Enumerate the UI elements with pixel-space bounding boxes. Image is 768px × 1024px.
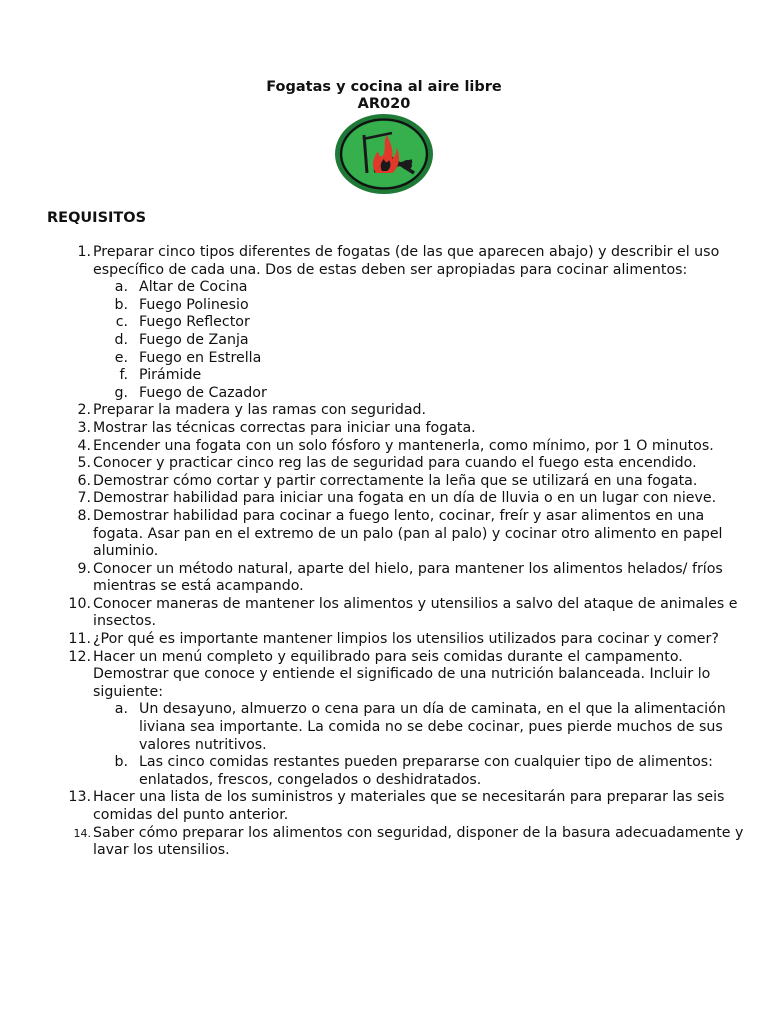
subitem-text: Fuego Polinesio (139, 296, 249, 313)
subitem-letter: f. (119, 367, 128, 384)
requirement-item (0, 596, 768, 614)
requirement-continuation (0, 807, 768, 825)
subitem-text: Altar de Cocina (139, 279, 248, 296)
requirement-number: 7. (77, 490, 91, 507)
subitem-letter: d. (114, 331, 128, 348)
requirement-text: lavar los utensilios. (93, 842, 230, 859)
subitem-letter: g. (114, 384, 128, 401)
requirement-item (0, 490, 768, 508)
subitem-text: Fuego Reflector (139, 314, 250, 331)
subitem-text: valores nutritivos. (139, 736, 267, 753)
requirement-text: mientras se está acampando. (93, 578, 304, 595)
subitem (0, 297, 768, 315)
requirement-number: 3. (77, 419, 91, 436)
subitem-text: liviana sea importante. La comida no se debe cocinar, pues pierde muchos de sus (139, 719, 723, 736)
requirement-text: ¿Por qué es importante mantener limpios los utensilios utilizados para cocinar y comer? (93, 631, 719, 648)
requirement-number: 5. (77, 455, 91, 472)
requirement-text: Hacer una lista de los suministros y materiales que se necesitarán para preparar las seis (93, 789, 725, 806)
requirement-text: Conocer un método natural, aparte del hielo, para mantener los alimentos helados/ fríos (93, 560, 723, 577)
requirement-item (0, 789, 768, 807)
requirements-list (0, 244, 768, 860)
requirement-item (0, 473, 768, 491)
subitem-text: Fuego de Zanja (139, 331, 249, 348)
requirement-item (0, 561, 768, 579)
requirement-number: 12. (68, 648, 91, 665)
document-code: AR020 (357, 96, 411, 112)
subitem (0, 279, 768, 297)
requirement-continuation (0, 613, 768, 631)
requirement-item (0, 825, 768, 843)
requirement-number: 9. (77, 560, 91, 577)
subitem-text: Pirámide (139, 367, 202, 384)
requirement-text: Mostrar las técnicas correctas para iniciar una fogata. (93, 419, 476, 436)
requirement-text: Preparar la madera y las ramas con seguridad. (93, 402, 427, 419)
requirement-text: Saber cómo preparar los alimentos con seguridad, disponer de la basura adecuadamente y (93, 824, 744, 841)
subitem-text: Un desayuno, almuerzo o cena para un día de caminata, en el que la alimentación (139, 701, 726, 718)
requirement-continuation (0, 543, 768, 561)
requirement-text: Demostrar que conoce y entiende el significado de una nutrición balanceada. Incluir lo (93, 666, 711, 683)
requirement-continuation (0, 684, 768, 702)
subitem (0, 314, 768, 332)
requirement-text: comidas del punto anterior. (93, 807, 289, 823)
subitem-text: Las cinco comidas restantes pueden prepararse con cualquier tipo de alimentos: (139, 754, 713, 771)
subitem-continuation (0, 737, 768, 755)
requirement-number: 10. (68, 595, 91, 612)
campfire-icon (335, 114, 433, 194)
requirement-text: Preparar cinco tipos diferentes de fogatas (de las que aparecen abajo) y describir el uso (93, 244, 720, 260)
requirement-number: 1. (77, 244, 91, 260)
requirement-text: Encender una fogata con un solo fósforo y mantenerla, como mínimo, por 1 O minutos. (93, 437, 714, 454)
requirement-text: siguiente: (93, 683, 164, 700)
requirement-continuation (0, 262, 768, 280)
requirement-text: Conocer y practicar cinco reg las de seguridad para cuando el fuego esta encendido. (93, 455, 697, 472)
requirement-number: 11. (68, 631, 91, 648)
requirement-item (0, 649, 768, 667)
requirement-item (0, 508, 768, 526)
requirement-number: 14. (73, 826, 91, 840)
requirement-number: 8. (77, 507, 91, 524)
requirement-item (0, 402, 768, 420)
subitem (0, 367, 768, 385)
requirement-text: Demostrar habilidad para iniciar una fogata en un día de lluvia o en un lugar con nieve. (93, 490, 717, 507)
subitem (0, 385, 768, 403)
requirement-number: 4. (77, 437, 91, 454)
document-title: Fogatas y cocina al aire libre (266, 79, 502, 95)
requirement-item (0, 438, 768, 456)
subitem (0, 754, 768, 772)
requirement-text: aluminio. (93, 543, 159, 560)
requirement-number: 6. (77, 472, 91, 489)
subitem (0, 350, 768, 368)
subitem-continuation (0, 772, 768, 790)
requirement-item (0, 631, 768, 649)
requirement-text: insectos. (93, 613, 156, 630)
requirement-continuation (0, 526, 768, 544)
requirement-text: Demostrar cómo cortar y partir correctamente la leña que se utilizará en una fogata. (93, 472, 698, 489)
requirement-continuation (0, 842, 768, 860)
requirement-item (0, 244, 768, 262)
requirement-text: Demostrar habilidad para cocinar a fuego lento, cocinar, freír y asar alimentos en una (93, 507, 705, 524)
requirement-item (0, 420, 768, 438)
requirement-continuation (0, 578, 768, 596)
requirement-number: 2. (77, 402, 91, 419)
campfire-badge (334, 113, 434, 195)
subitem-letter: b. (114, 296, 128, 313)
subitem-text: Fuego en Estrella (139, 349, 262, 366)
subitem-letter: a. (114, 701, 128, 718)
section-heading: REQUISITOS (47, 210, 147, 226)
subitem-letter: c. (115, 314, 128, 331)
requirement-text: Hacer un menú completo y equilibrado para seis comidas durante el campamento. (93, 648, 683, 665)
subitem-continuation (0, 719, 768, 737)
subitem-letter: e. (114, 349, 128, 366)
subitem (0, 701, 768, 719)
requirement-item (0, 455, 768, 473)
requirement-text: Conocer maneras de mantener los alimentos y utensilios a salvo del ataque de animales e (93, 595, 738, 612)
requirement-number: 13. (68, 789, 91, 806)
subitem-text: Fuego de Cazador (139, 384, 267, 401)
requirement-text: específico de cada una. Dos de estas deben ser apropiadas para cocinar alimentos: (93, 261, 688, 278)
subitem-letter: a. (114, 279, 128, 296)
requirement-text: fogata. Asar pan en el extremo de un palo (pan al palo) y cocinar otro alimento en papel (93, 525, 723, 542)
subitem (0, 332, 768, 350)
subitem-text: enlatados, frescos, congelados o deshidratados. (139, 771, 482, 788)
subitem-letter: b. (114, 754, 128, 771)
requirement-continuation (0, 666, 768, 684)
